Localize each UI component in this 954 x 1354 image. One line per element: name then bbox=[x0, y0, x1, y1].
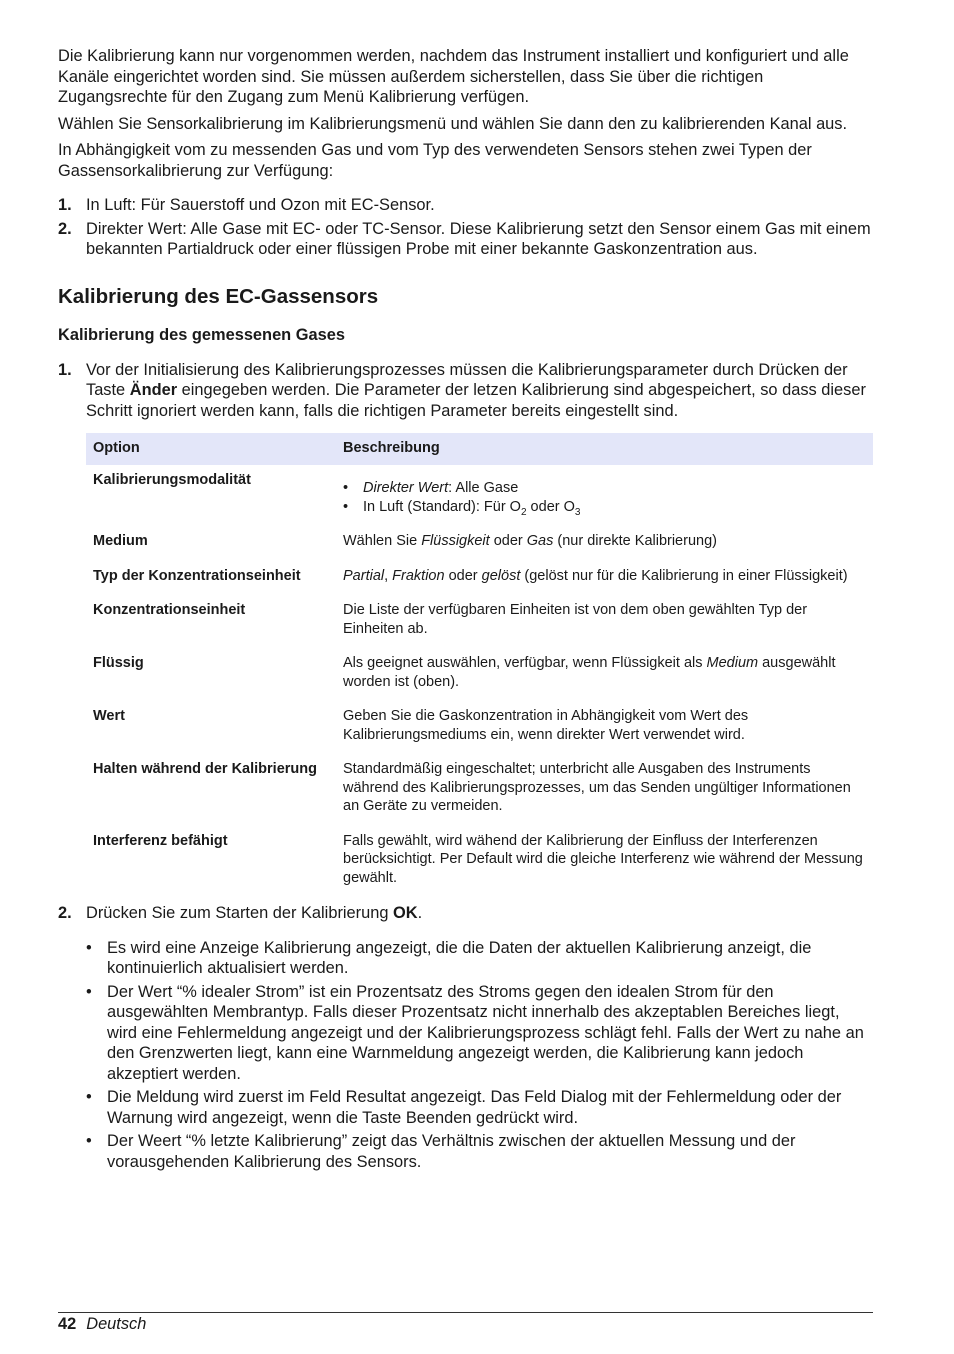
option-name: Typ der Konzentrationseinheit bbox=[93, 567, 301, 584]
option-description: Als geeignet auswählen, verfügbar, wenn Flüssigkeit als Medium ausgewählt worden ist (oben). bbox=[343, 655, 836, 690]
procedure-steps bbox=[58, 360, 873, 422]
intro-paragraph-1: Die Kalibrierung kann nur vorgenommen werden, nachdem das Instrument installiert und konfiguriert und alle Kanäle eingerichtet worden sind. Sie müssen außerdem sicherstellen, dass Sie über die richtigen Zugangsrechte für den Zugang zum Menü Kalibrierung verfügen. bbox=[58, 47, 849, 106]
key-name: OK bbox=[393, 904, 418, 922]
option-description: Die Liste der verfügbaren Einheiten ist von dem oben gewählten Typ der Einheiten ab. bbox=[343, 602, 808, 637]
option-name: Interferenz befähigt bbox=[93, 832, 228, 849]
table-row bbox=[86, 754, 873, 826]
step-text: Drücken Sie zum Starten der Kalibrierung OK. bbox=[86, 904, 423, 922]
intro-paragraph-2: Wählen Sie Sensorkalibrierung im Kalibrierungsmenü und wählen Sie dann den zu kalibrierenden Kanal aus. bbox=[58, 114, 848, 133]
option-name: Konzentrationseinheit bbox=[93, 602, 246, 618]
option-description: Geben Sie die Gaskonzentration in Abhängigkeit vom Wert des Kalibrierungsmediums ein, wenn direkter Wert verwendet wird. bbox=[343, 708, 749, 743]
list-item: • Der Wert “% idealer Strom” ist ein Prozentsatz des Stroms gegen den idealen Strom für den ausgewählten Membrantyp. Falls dieser Prozentsatz nicht innerhalb des akzeptablen Bereiches liegt, wird eine Fehlermeldung angezeigt und der Kalibrierungsprozess schlägt fehl. Falls der Wert zu nahe an den Grenzwerten liegt, kann eine Warnmeldung angezeigt werden, die Kalibrierung kann jedoch akzeptiert werden. bbox=[86, 982, 873, 1085]
option-description: Falls gewählt, wird wähend der Kalibrierung der Einfluss der Interferenzen berücksichtigt. Per Default wird die gleiche Interferenz wie während der Messung gewählt. bbox=[343, 832, 863, 886]
page-content bbox=[58, 46, 873, 1175]
table-header-row bbox=[86, 433, 873, 465]
option-description: Wählen Sie Flüssigkeit oder Gas (nur direkte Kalibrierung) bbox=[343, 533, 717, 549]
option-name: Flüssig bbox=[93, 655, 144, 671]
list-number: 2. bbox=[58, 219, 72, 238]
option-description: Partial, Fraktion oder gelöst (gelöst nur für die Kalibrierung in einer Flüssigkeit) bbox=[343, 567, 848, 584]
list-item: • Es wird eine Anzeige Kalibrierung angezeigt, die die Daten der aktuellen Kalibrierung anzeigt, die kontinuierlich aktualisiert werden. bbox=[86, 938, 873, 979]
list-item bbox=[58, 219, 873, 260]
page-footer bbox=[58, 1312, 873, 1334]
option-name: Wert bbox=[93, 708, 125, 724]
table-row bbox=[86, 701, 873, 754]
list-text: Direkter Wert: Alle Gase mit EC- oder TC-Sensor. Diese Kalibrierung setzt den Sensor einem Gas mit einem bekannten Partialdruck oder einer flüssigen Probe mit einer bekannte Gaskonzentration aus. bbox=[86, 219, 871, 258]
option-name: Kalibrierungsmodalität bbox=[93, 472, 251, 488]
options-table bbox=[86, 433, 873, 897]
result-notes-list bbox=[86, 938, 873, 1173]
procedure-steps-continued bbox=[58, 903, 873, 924]
list-text: In Luft: Für Sauerstoff und Ozon mit EC-Sensor. bbox=[86, 196, 435, 214]
table-row bbox=[86, 826, 873, 898]
key-name: Änder bbox=[129, 381, 178, 399]
intro-paragraph-3: In Abhängigkeit vom zu messenden Gas und vom Typ des verwendeten Sensors stehen zwei Typen der Gassensorkalibrierung zur Verfügung: bbox=[58, 141, 812, 180]
step-1 bbox=[58, 360, 873, 422]
list-number: 1. bbox=[58, 196, 72, 214]
language-label: Deutsch bbox=[86, 1315, 147, 1333]
subsection-heading: Kalibrierung des gemessenen Gases bbox=[58, 325, 345, 344]
page-number: 42 bbox=[58, 1315, 77, 1333]
table-row bbox=[86, 561, 873, 596]
step-text: Vor der Initialisierung des Kalibrierungsprozesses müssen die Kalibrierungsparameter durch Drücken der Taste Änder eingegeben werden. Die Parameter der letzen Kalibrierung sind abgespeichert, so dass dieser Schritt ignoriert werden kann, falls die richtigen Parameter bereits eingestellt sind. bbox=[86, 360, 866, 420]
step-2 bbox=[58, 903, 873, 924]
list-item bbox=[58, 195, 873, 216]
step-number: 1. bbox=[58, 360, 72, 379]
table-row bbox=[86, 648, 873, 701]
option-name: Halten während der Kalibrierung bbox=[93, 761, 317, 777]
section-heading: Kalibrierung des EC-Gassensors bbox=[58, 284, 379, 308]
list-item: • Der Weert “% letzte Kalibrierung” zeigt das Verhältnis zwischen der aktuellen Messung und der vorausgehenden Kalibrierung des Sensors. bbox=[86, 1131, 873, 1172]
option-description: Standardmäßig eingeschaltet; unterbricht alle Ausgaben des Instruments während des Kalibrierungsprozesses, um das Senden ungültiger Informationen an Geräte zu vermeiden. bbox=[343, 761, 851, 814]
column-header-description: Beschreibung bbox=[336, 433, 873, 465]
table-row bbox=[86, 526, 873, 561]
step-number: 2. bbox=[58, 904, 72, 922]
list-item: • In Luft (Standard): Für $O_2$ oder $O_3$ bbox=[343, 498, 866, 517]
option-description bbox=[336, 465, 873, 526]
table-row bbox=[86, 595, 873, 648]
table-row bbox=[86, 465, 873, 526]
column-header-option: Option bbox=[86, 433, 336, 465]
list-item: • Direkter Wert: Alle Gase bbox=[343, 479, 866, 498]
description-bullets bbox=[343, 479, 866, 516]
option-name: Medium bbox=[93, 533, 148, 549]
calibration-types-list bbox=[58, 195, 873, 260]
list-item: • Die Meldung wird zuerst im Feld Resultat angezeigt. Das Feld Dialog mit der Fehlermeldung oder der Warnung wird angezeigt, wenn die Taste Beenden gedrückt wird. bbox=[86, 1087, 873, 1128]
